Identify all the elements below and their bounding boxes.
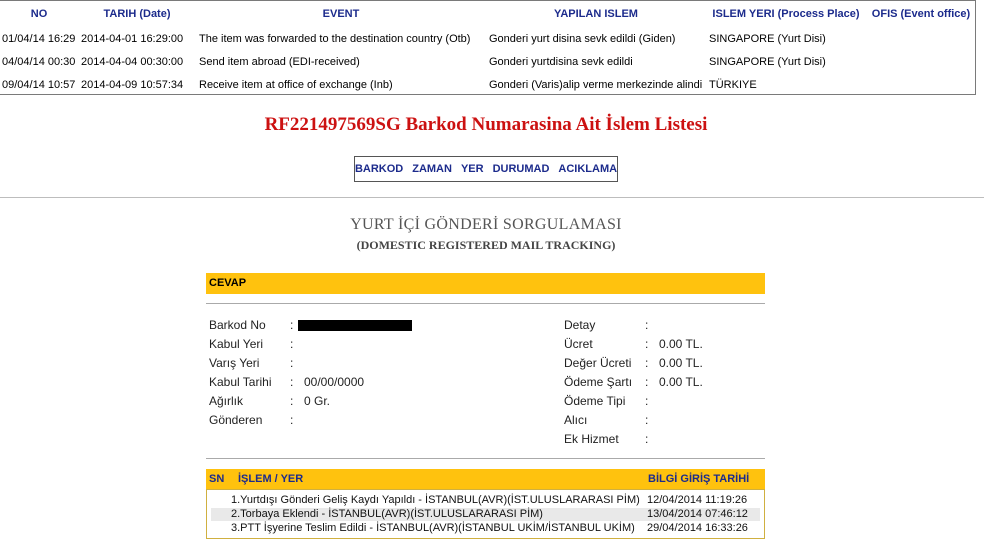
- field-value-deger-ucreti: 0.00 TL.: [659, 356, 703, 370]
- history-operation: 2.Torbaya Eklendi - İSTANBUL(AVR)(İST.ULUSLARARASI PİM): [231, 508, 543, 520]
- cell-no: 09/04/14 10:57: [2, 78, 76, 91]
- events-table-container: [0, 0, 976, 95]
- field-label-odeme-sarti: Ödeme Şartı: [564, 375, 633, 389]
- field-colon: :: [290, 394, 294, 408]
- col-header-sn: SN: [209, 473, 225, 485]
- field-label-alici: Alıcı: [564, 413, 588, 427]
- field-value-ucret: 0.00 TL.: [659, 337, 703, 351]
- nav-link-durumad[interactable]: DURUMAD: [492, 163, 550, 175]
- cell-yer: SINGAPORE (Yurt Disi): [709, 55, 826, 68]
- field-colon: :: [645, 394, 649, 408]
- field-colon: :: [645, 337, 649, 351]
- col-header-yapilan: YAPILAN ISLEM: [554, 8, 638, 20]
- field-label-deger-ucreti: Değer Ücreti: [564, 356, 632, 370]
- field-colon: :: [645, 356, 649, 370]
- field-colon: :: [645, 375, 649, 389]
- col-header-islem-yer: İŞLEM / YER: [238, 473, 304, 485]
- cell-ofis: [866, 73, 976, 96]
- field-label-agirlik: Ağırlık: [209, 394, 244, 408]
- field-value-agirlik: 0 Gr.: [304, 394, 331, 408]
- field-colon: :: [645, 318, 649, 332]
- table-row: [211, 522, 760, 535]
- cell-yapilan: Gonderi yurt disina sevk edildi (Giden): [489, 32, 676, 45]
- table-row: [211, 508, 760, 521]
- cevap-header: CEVAP: [206, 273, 765, 294]
- field-label-varis-yeri: Varış Yeri: [209, 356, 260, 370]
- cell-date: 2014-04-04 00:30:00: [81, 55, 184, 68]
- col-header-bilgi-giris-tarihi: BİLGİ GİRİŞ TARİHİ: [648, 473, 750, 485]
- cell-event: Send item abroad (EDI-received): [199, 55, 360, 68]
- table-row: [0, 27, 976, 50]
- cell-ofis: [866, 50, 976, 73]
- field-label-ucret: Ücret: [564, 337, 593, 351]
- history-table: [206, 489, 765, 539]
- cell-event: Receive item at office of exchange (Inb): [199, 78, 393, 91]
- nav-link-barkod[interactable]: BARKOD: [354, 163, 404, 175]
- redaction-bar: [298, 320, 412, 331]
- cell-yapilan: Gonderi yurtdisina sevk edildi: [489, 55, 633, 68]
- domestic-title: YURT İÇİ GÖNDERİ SORGULAMASI: [350, 216, 622, 233]
- col-header-ofis: OFIS (Event office): [871, 8, 971, 20]
- history-date: 13/04/2014 07:46:12: [647, 508, 748, 520]
- page-title: RF221497569SG Barkod Numarasina Ait İslem Listesi: [264, 114, 708, 135]
- table-row: [0, 73, 976, 96]
- nav-link-yer[interactable]: YER: [460, 163, 484, 175]
- col-header-no: NO: [30, 8, 48, 20]
- cell-yer: TÜRKIYE: [709, 78, 757, 91]
- cell-date: 2014-04-01 16:29:00: [81, 32, 184, 45]
- field-label-ek-hizmet: Ek Hizmet: [564, 432, 619, 446]
- cell-yapilan: Gonderi (Varis)alip verme merkezinde alindi: [489, 78, 703, 91]
- domestic-subtitle: (DOMESTIC REGISTERED MAIL TRACKING): [356, 238, 616, 252]
- field-label-gonderen: Gönderen: [209, 413, 263, 427]
- nav-link-aciklama[interactable]: ACIKLAMA: [558, 163, 618, 175]
- field-colon: :: [290, 413, 294, 427]
- cell-no: 04/04/14 00:30: [2, 55, 76, 68]
- field-colon: :: [645, 413, 649, 427]
- field-value-kabul-tarihi: 00/00/0000: [304, 375, 365, 389]
- section-divider: [0, 197, 984, 198]
- cell-date: 2014-04-09 10:57:34: [81, 78, 184, 91]
- field-label-detay: Detay: [564, 318, 596, 332]
- cell-yer: SINGAPORE (Yurt Disi): [709, 32, 826, 45]
- field-colon: :: [290, 375, 294, 389]
- cell-ofis: [866, 27, 976, 50]
- panel-divider: [206, 458, 765, 459]
- table-row: [211, 494, 760, 507]
- cell-event: The item was forwarded to the destination country (Otb): [199, 32, 471, 45]
- field-colon: :: [290, 318, 294, 332]
- field-label-kabul-yeri: Kabul Yeri: [209, 337, 264, 351]
- field-colon: :: [290, 337, 294, 351]
- panel-divider: [206, 303, 765, 304]
- history-table-header: [206, 469, 765, 489]
- events-table-header: [0, 1, 976, 27]
- field-label-barkod-no: Barkod No: [209, 318, 266, 332]
- history-operation: 1.Yurtdışı Gönderi Geliş Kaydı Yapıldı - İSTANBUL(AVR)(İST.ULUSLARARASI PİM): [231, 494, 640, 506]
- col-header-event: EVENT: [322, 8, 360, 20]
- nav-link-zaman[interactable]: ZAMAN: [412, 163, 452, 175]
- table-row: [0, 50, 976, 73]
- col-header-yer: ISLEM YERI (Process Place): [712, 8, 860, 20]
- field-colon: :: [645, 432, 649, 446]
- history-date: 12/04/2014 11:19:26: [647, 494, 748, 506]
- column-nav: [354, 156, 618, 182]
- history-date: 29/04/2014 16:33:26: [647, 522, 748, 534]
- field-label-kabul-tarihi: Kabul Tarihi: [209, 375, 272, 389]
- events-table: [0, 1, 976, 96]
- field-colon: :: [290, 356, 294, 370]
- history-operation: 3.PTT İşyerine Teslim Edildi - İSTANBUL(AVR)(İSTANBUL UKİM/İSTANBUL UKİM): [231, 522, 635, 534]
- cell-no: 01/04/14 16:29: [2, 32, 76, 45]
- field-label-odeme-tipi: Ödeme Tipi: [564, 394, 626, 408]
- col-header-date: TARIH (Date): [103, 8, 171, 20]
- field-value-odeme-sarti: 0.00 TL.: [659, 375, 703, 389]
